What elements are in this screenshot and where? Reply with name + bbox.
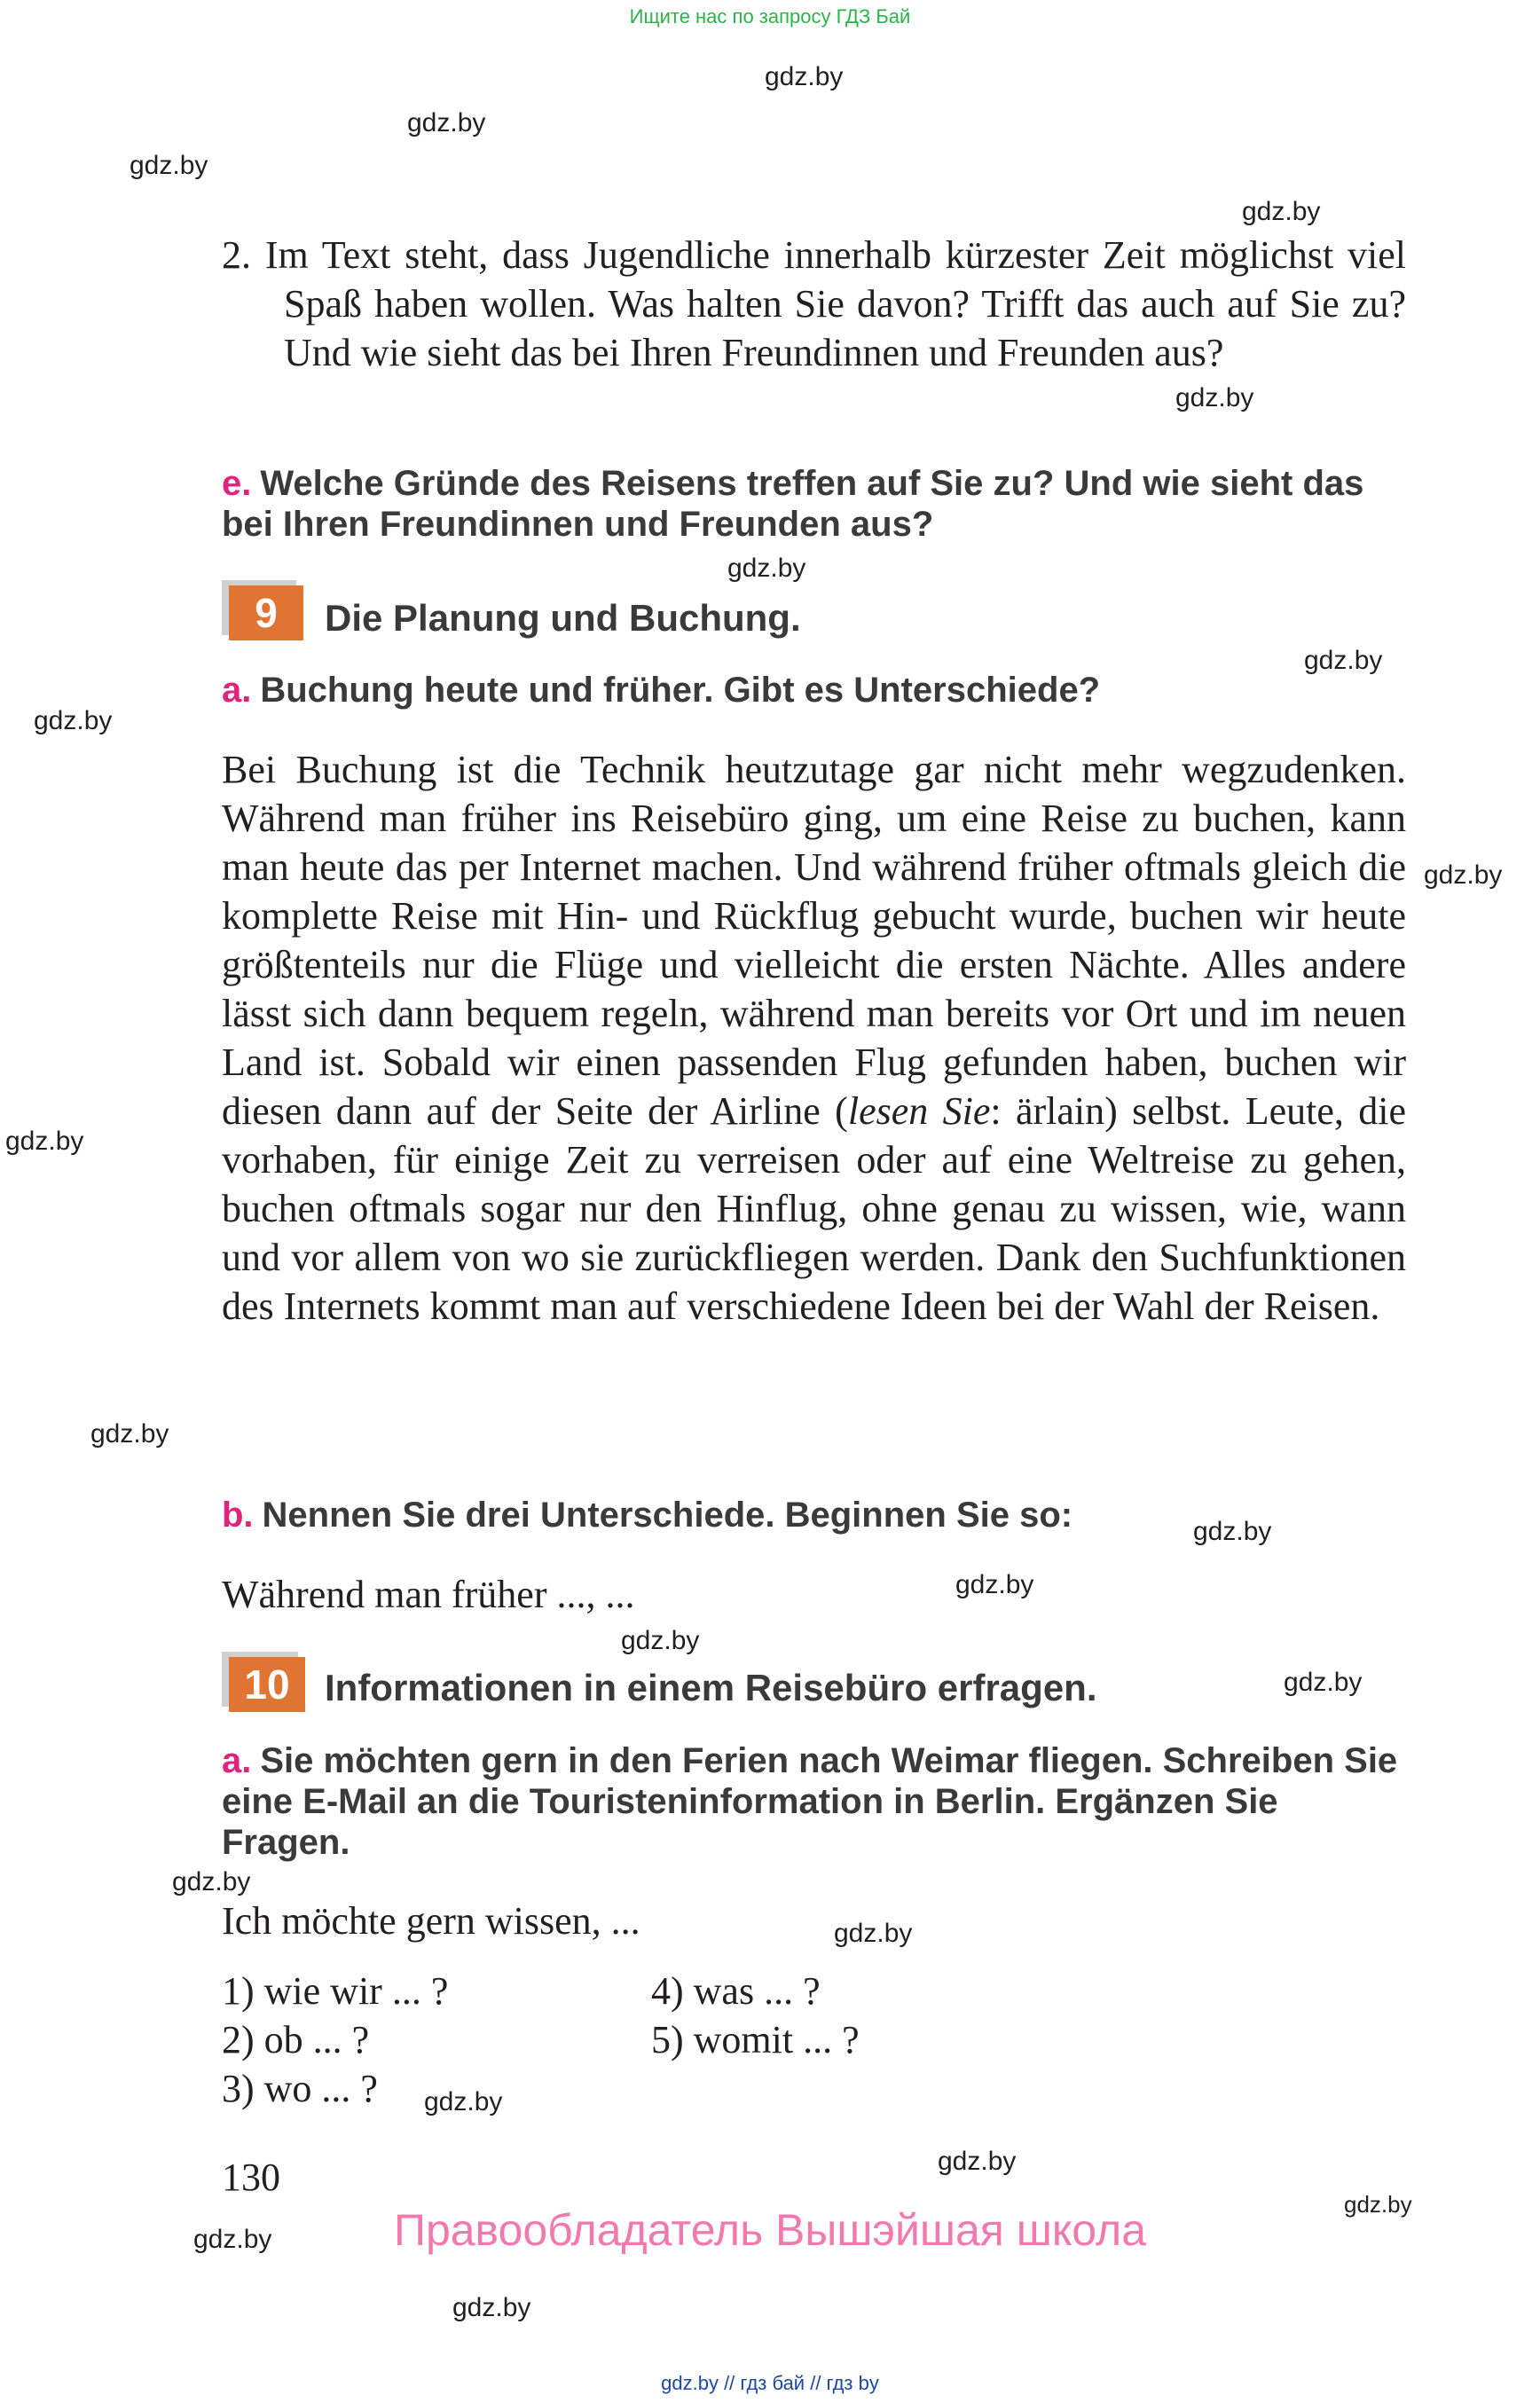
- watermark: gdz.by: [130, 151, 208, 180]
- paragraph-part-1: Bei Buchung ist die Technik heutzutage gar nicht mehr wegzudenken. Während man früher ins Reisebüro ging, um eine Reise zu buchen, kann man heute das per Internet machen. Und während früher oftmals gleich die komplette Reise mit Hin- und Rückflug gebucht wurde, buchen wir heute größtenteils nur die Flüge und vielleicht die ersten Nächte. Alles andere lässt sich dann bequem regeln, während man bereits vor Ort und im neuen Land ist. Sobald wir einen passenden Flug gefunden haben, buchen wir diesen dann auf der Seite der Airline (: [222, 748, 1406, 1133]
- watermark: gdz.by: [452, 2293, 531, 2322]
- task-letter: b.: [222, 1496, 254, 1535]
- task-text: Nennen Sie drei Unterschiede. Beginnen Sie so:: [262, 1496, 1073, 1535]
- question-2: 2. Im Text steht, dass Jugendliche innerhalb kürzester Zeit möglichst viel Spaß haben wollen. Was halten Sie davon? Trifft das auch auf Sie zu? Und wie sieht das bei Ihren Freundinnen und Freunden aus?: [222, 233, 1406, 374]
- exercise-9-task-b: [222, 1495, 1406, 1535]
- watermark: gdz.by: [1304, 646, 1383, 675]
- watermark: gdz.by: [1175, 383, 1254, 412]
- sentence-starter: Während man früher ..., ...: [222, 1573, 635, 1616]
- watermark: gdz.by: [90, 1419, 169, 1449]
- watermark: gdz.by: [424, 2087, 503, 2116]
- email-starter: Ich möchte gern wissen, ...: [222, 1899, 640, 1943]
- watermark: gdz.by: [765, 62, 844, 91]
- watermark: gdz.by: [938, 2147, 1017, 2176]
- paragraph-italic: lesen Sie: [847, 1089, 991, 1133]
- list-item: 3) wo ... ?: [222, 2067, 378, 2110]
- watermark: gdz.by: [955, 1570, 1034, 1599]
- task-letter: a.: [222, 671, 252, 710]
- exercise-10-title: Informationen in einem Reisebüro erfragen.: [325, 1667, 1097, 1708]
- task-letter: a.: [222, 1741, 252, 1780]
- watermark: gdz.by: [834, 1919, 913, 1948]
- bottom-links[interactable]: gdz.by // гдз бай // гдз by: [661, 2372, 879, 2394]
- exercise-9-task-a: [222, 670, 1406, 711]
- list-item: 5) womit ... ?: [651, 2018, 860, 2061]
- task-e: [222, 463, 1406, 545]
- copyright-owner: Правообладатель Вышэйшая школа: [394, 2205, 1146, 2255]
- watermark: gdz.by: [172, 1867, 251, 1896]
- task-text: Sie möchten gern in den Ferien nach Weimar fliegen. Schreiben Sie eine E-Mail an die Touristeninformation in Berlin. Ergänzen Sie Fragen.: [222, 1741, 1398, 1862]
- watermark: gdz.by: [1193, 1517, 1272, 1546]
- exercise-10-task-a: [222, 1740, 1406, 1863]
- watermark: gdz.by: [34, 706, 113, 735]
- watermark: gdz.by: [621, 1626, 700, 1655]
- watermark: gdz.by: [5, 1127, 84, 1156]
- top-search-link[interactable]: Ищите нас по запросу ГДЗ Бай: [629, 5, 911, 27]
- list-item: 2) ob ... ?: [222, 2018, 370, 2061]
- reading-paragraph: [222, 745, 1406, 1331]
- task-letter: e.: [222, 464, 252, 503]
- watermark: gdz.by: [193, 2225, 272, 2254]
- exercise-9-title: Die Planung und Buchung.: [325, 597, 801, 639]
- exercise-number-badge: 9: [229, 585, 303, 640]
- watermark: gdz.by: [1242, 197, 1321, 226]
- task-text: Buchung heute und früher. Gibt es Unterschiede?: [260, 671, 1101, 710]
- list-item: 1) wie wir ... ?: [222, 1969, 449, 2013]
- task-text: Welche Gründe des Reisens treffen auf Sie zu? Und wie sieht das bei Ihren Freundinnen und Freunden aus?: [222, 464, 1364, 544]
- watermark: gdz.by: [1344, 2191, 1412, 2218]
- paragraph-part-2: : ärlain) selbst. Leute, die vorhaben, für einige Zeit zu verreisen oder auf eine Weltreise zu gehen, buchen oftmals sogar nur den Hinflug, ohne genau zu wissen, wie, wann und vor allem von wo sie zurückfliegen werden. Dank den Suchfunktionen des Internets kommt man auf verschiedene Ideen bei der Wahl der Reisen.: [222, 1089, 1406, 1328]
- exercise-number-badge: 10: [229, 1657, 305, 1712]
- page-number: 130: [222, 2156, 280, 2199]
- watermark: gdz.by: [407, 108, 486, 137]
- watermark: gdz.by: [1424, 860, 1503, 890]
- watermark: gdz.by: [1284, 1668, 1363, 1697]
- watermark: gdz.by: [727, 554, 806, 583]
- list-item: 4) was ... ?: [651, 1969, 821, 2013]
